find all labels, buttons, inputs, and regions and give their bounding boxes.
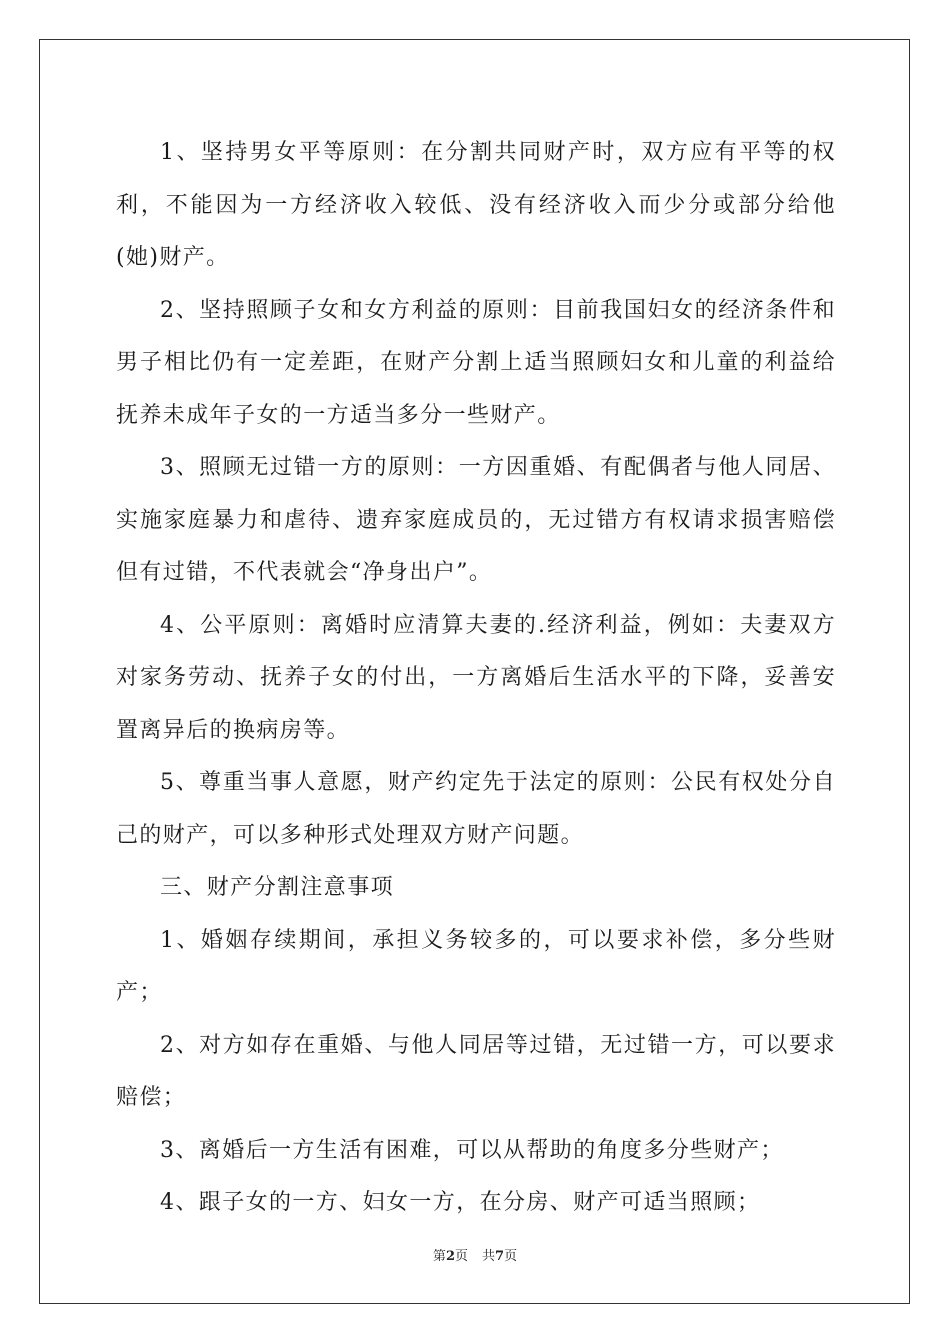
paragraph-note-2: 2、对方如存在重婚、与他人同居等过错，无过错一方，可以要求赔偿； [116,1032,836,1110]
document-body [116,127,836,1230]
footer-total-suffix: 页 [504,1249,518,1264]
footer-page-number: 2 [445,1249,455,1264]
paragraph-note-4: 4、跟子女的一方、妇女一方，在分房、财产可适当照顾； [160,1190,761,1215]
paragraph-principle-5: 5、尊重当事人意愿，财产约定先于法定的原则：公民有权处分自己的财产，可以多种形式处理双方财产问题。 [116,770,836,848]
footer-page-prefix: 第 [432,1249,446,1264]
paragraph-principle-4: 4、公平原则：离婚时应清算夫妻的.经济利益，例如：夫妻双方对家务劳动、抚养子女的付出，一方离婚后生活水平的下降，妥善安置离异后的换病房等。 [116,612,836,743]
paragraph-note-1: 1、婚姻存续期间，承担义务较多的，可以要求补偿，多分些财产； [116,927,836,1005]
paragraph-principle-3: 3、照顾无过错一方的原则：一方因重婚、有配偶者与他人同居、实施家庭暴力和虐待、遗弃家庭成员的，无过错方有权请求损害赔偿但有过错，不代表就会“净身出户”。 [116,455,836,585]
footer-total-prefix: 共 [482,1249,496,1264]
paragraph-principle-1: 1、坚持男女平等原则：在分割共同财产时，双方应有平等的权利，不能因为一方经济收入较低、没有经济收入而少分或部分给他(她)财产。 [116,140,836,270]
paragraph-principle-2: 2、坚持照顾子女和女方利益的原则：目前我国妇女的经济条件和男子相比仍有一定差距，在财产分割上适当照顾妇女和儿童的利益给抚养未成年子女的一方适当多分一些财产。 [116,297,836,428]
footer-page-suffix: 页 [454,1249,468,1264]
paragraph-note-3: 3、离婚后一方生活有困难，可以从帮助的角度多分些财产； [160,1137,784,1163]
footer-total-pages: 7 [495,1249,505,1264]
page-footer [0,1245,950,1264]
section-heading-notes: 三、财产分割注意事项 [160,875,395,900]
